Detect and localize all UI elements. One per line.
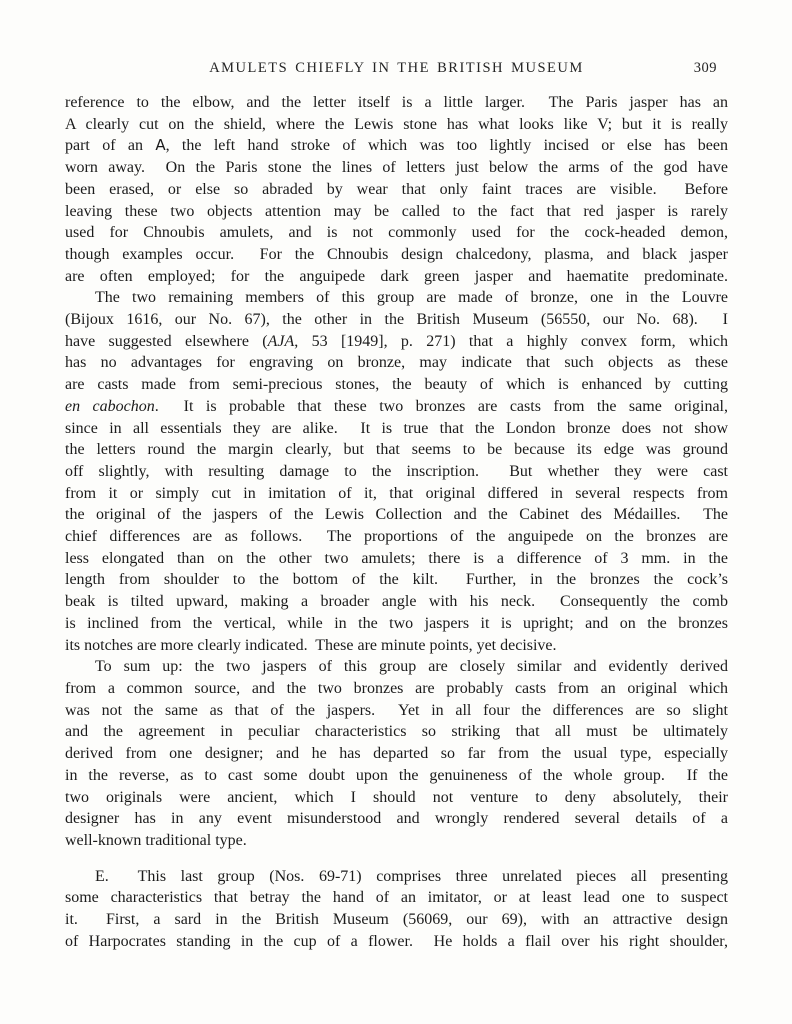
text-line: leaving these two objects attention may be called to the fact that red jasper is rarely <box>65 202 728 220</box>
text-line: since in all essentials they are alike. It is true that the London bronze does not show <box>65 419 728 437</box>
paragraph-continuation <box>65 92 728 287</box>
text-line: (Bijoux 1616, our No. 67), the other in the British Museum (56550, our No. 68). I <box>65 311 728 329</box>
paragraph-summary <box>65 656 728 851</box>
text-line: of Harpocrates standing in the cup of a flower. He holds a flail over his right shoulder, <box>65 932 728 950</box>
running-header-title: AMULETS CHIEFLY IN THE BRITISH MUSEUM <box>209 60 584 76</box>
text-line: two originals were ancient, which I should not venture to deny absolutely, their <box>65 788 728 806</box>
text-line: The two remaining members of this group are made of bronze, one in the Louvre <box>95 289 728 307</box>
text-line: part of an A, the left hand stroke of which was too lightly incised or else has been <box>65 136 728 155</box>
text-line: worn away. On the Paris stone the lines of letters just below the arms of the god have <box>65 159 728 177</box>
text-line: its notches are more clearly indicated. These are minute points, yet decisive. <box>65 636 557 654</box>
text-line: are casts made from semi-precious stones, the beauty of which is enhanced by cutting <box>65 376 728 394</box>
text-line: from a common source, and the two bronzes are probably casts from an original which <box>65 679 728 697</box>
text-line: some characteristics that betray the hand of an imitator, or at least lead one to suspect <box>65 889 728 907</box>
text-line: the letters round the margin clearly, but that seems to be because its edge was ground <box>65 441 728 459</box>
text-line: designer has in any event misunderstood and wrongly rendered several details of a <box>65 810 728 828</box>
text-line: in the reverse, as to cast some doubt upon the genuineness of the whole group. If the <box>65 766 728 784</box>
paragraph-group-e <box>65 866 728 953</box>
angular-a-glyph: A <box>155 136 166 155</box>
text-line: A clearly cut on the shield, where the Lewis stone has what looks like V; but it is really <box>65 115 728 133</box>
text-line: it. First, a sard in the British Museum (56069, our 69), with an attractive design <box>65 911 728 929</box>
text-line: is inclined from the vertical, while in the two jaspers it is upright; and on the bronzes <box>65 614 728 632</box>
text-line: have suggested elsewhere (AJA, 53 [1949], p. 271) that a highly convex form, which <box>65 332 729 350</box>
text-line: are often employed; for the anguipede dark green jasper and haematite predominate. <box>65 267 728 285</box>
text-line: derived from one designer; and he has departed so far from the usual type, especially <box>65 745 728 763</box>
text-line: though examples occur. For the Chnoubis design chalcedony, plasma, and black jasper <box>65 245 728 263</box>
text-line: E. This last group (Nos. 69-71) comprises three unrelated pieces all presenting <box>95 867 728 885</box>
text-line: was not the same as that of the jaspers. Yet in all four the differences are so slight <box>65 701 728 719</box>
text-block <box>65 92 728 952</box>
page-number: 309 <box>693 60 717 76</box>
text-line: from it or simply cut in imitation of it, that original differed in several respects from <box>65 484 728 502</box>
text-line: reference to the elbow, and the letter itself is a little larger. The Paris jasper has an <box>65 94 728 111</box>
paragraph-bronzes <box>65 287 728 656</box>
text-line: and the agreement in peculiar characteristics so striking that all must be ultimately <box>65 723 728 741</box>
text-line: chief differences are as follows. The proportions of the anguipede on the bronzes are <box>65 528 728 546</box>
text-line: used for Chnoubis amulets, and is not commonly used for the cock-headed demon, <box>65 224 728 242</box>
text-line: off slightly, with resulting damage to the inscription. But whether they were cast <box>65 462 728 480</box>
text-line: en cabochon. It is probable that these two bronzes are casts from the same original, <box>65 397 729 415</box>
text-line: beak is tilted upward, making a broader angle with his neck. Consequently the comb <box>65 593 728 611</box>
text-line: has no advantages for engraving on bronze, may indicate that such objects as these <box>65 354 728 372</box>
text-line: To sum up: the two jaspers of this group are closely similar and evidently derived <box>95 658 728 676</box>
text-line: length from shoulder to the bottom of the kilt. Further, in the bronzes the cock’s <box>65 571 728 589</box>
text-line: less elongated than on the other two amulets; there is a difference of 3 mm. in the <box>65 549 728 567</box>
running-header-row <box>65 58 728 78</box>
text-line: well-known traditional type. <box>65 831 247 849</box>
text-line: been erased, or else so abraded by wear that only faint traces are visible. Before <box>65 180 728 198</box>
text-line: the original of the jaspers of the Lewis Collection and the Cabinet des Médailles. The <box>65 506 728 524</box>
